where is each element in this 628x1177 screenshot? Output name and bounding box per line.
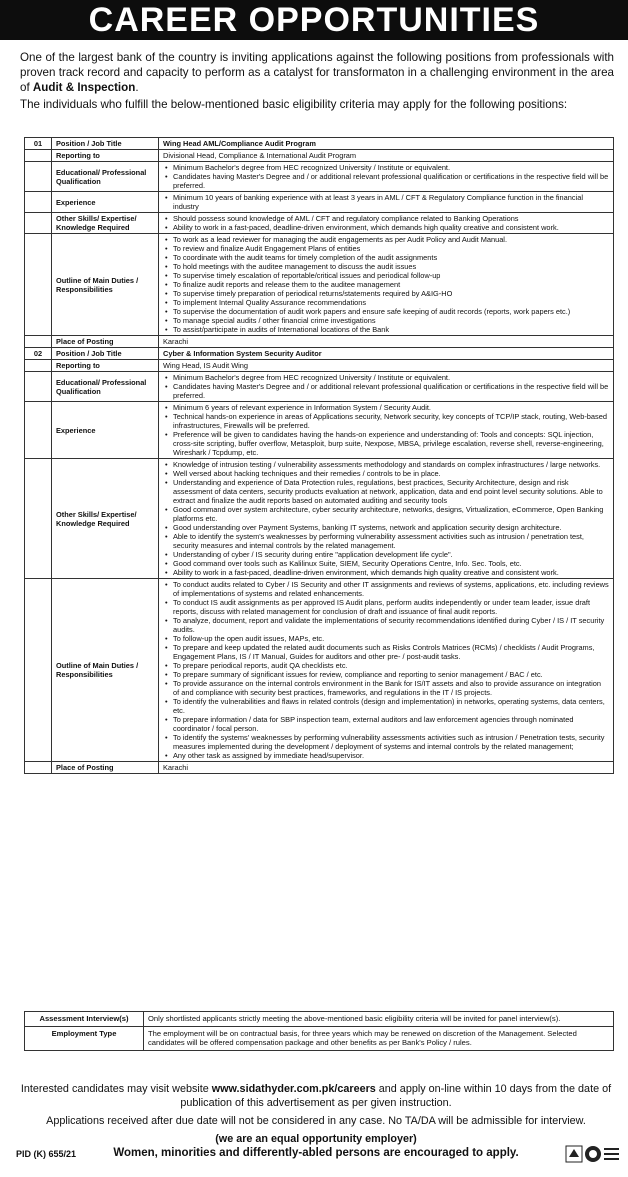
list-item: • To follow-up the open audit issues, MAPs, etc. <box>173 634 609 643</box>
list-item: • To conduct audits related to Cyber / IS Security and other IT assignments and reviews of systems, applications, etc. including reviews of implementations of systems and related enhancements. <box>173 580 609 598</box>
field-label-experience: Experience <box>52 192 159 213</box>
duties-list <box>163 235 609 334</box>
intro-paragraph-2: The individuals who fulfill the below-mentioned basic eligibility criteria may apply for the following positions: <box>20 98 568 111</box>
field-value-reporting: Divisional Head, Compliance & International Audit Program <box>159 150 614 162</box>
list-item: • Minimum 6 years of relevant experience in Information System / Security Audit. <box>173 403 609 412</box>
job-number <box>25 762 52 774</box>
job-number <box>25 234 52 336</box>
apply-instructions <box>16 1082 616 1110</box>
job-1-row-title <box>25 138 614 150</box>
list-item: • Candidates having Master's Degree and / or additional relevant professional qualification or certifications in the respective field will be preferred. <box>173 172 609 190</box>
intro-text <box>20 50 614 114</box>
field-value-skills <box>159 213 614 234</box>
pid-number: PID (K) 655/21 <box>16 1149 77 1159</box>
job-number <box>25 459 52 579</box>
list-item: • Candidates having Master's Degree and / or additional relevant professional qualification or certifications in the respective field will be preferred. <box>173 382 609 400</box>
field-label-posting: Place of Posting <box>52 336 159 348</box>
list-item: • To work as a lead reviewer for managing the audit engagements as per Audit Policy and Audit Manual. <box>173 235 609 244</box>
intro-line-1: One of the largest bank of the country is inviting applications against the following positions from professionals with proven track record and capacity to perform as a catalyst for transformaton in a challenging environment in the area of <box>20 51 614 94</box>
job-number <box>25 402 52 459</box>
skills-list <box>163 214 609 232</box>
list-item: • Minimum Bachelor's degree from HEC recognized University / Institute or equivalent. <box>173 163 609 172</box>
list-item: • To identify the systems' weaknesses by performing vulnerability assessments activities such as intrusion / Penetration tests, security measures implemented during the development / deployment of systems and internal controls by the related management; <box>173 733 609 751</box>
field-value-title: Wing Head AML/Compliance Audit Program <box>159 138 614 150</box>
field-label-education: Educational/ Professional Qualification <box>52 372 159 402</box>
field-value-duties <box>159 579 614 762</box>
encourage-note <box>16 1146 616 1160</box>
job-number: 02 <box>25 348 52 360</box>
equal-opportunity <box>16 1132 616 1146</box>
job-number: 01 <box>25 138 52 150</box>
duties-list <box>163 580 609 760</box>
field-label-experience: Experience <box>52 402 159 459</box>
job-number <box>25 579 52 762</box>
experience-list <box>163 193 609 211</box>
job-1-row-reporting <box>25 150 614 162</box>
field-label-position: Position / Job Title <box>52 348 159 360</box>
job-2-row-experience <box>25 402 614 459</box>
job-1-row-education <box>25 162 614 192</box>
list-item: • Ability to work in a fast-paced, deadline-driven environment, which demands high quality creative and consistent work. <box>173 223 609 232</box>
list-item: • To hold meetings with the auditee management to discuss the audit issues <box>173 262 609 271</box>
job-2-row-education <box>25 372 614 402</box>
job-1-row-posting <box>25 336 614 348</box>
jobs-table <box>24 137 614 774</box>
job-2-row-posting <box>25 762 614 774</box>
field-label-duties: Outline of Main Duties / Responsibilities <box>52 234 159 336</box>
job-number <box>25 360 52 372</box>
assessment-text: Only shortlisted applicants strictly meeting the above-mentioned basic eligibility criteria will be invited for panel interview(s). <box>144 1012 614 1027</box>
job-number <box>25 192 52 213</box>
list-item: • Able to identify the system's weaknesses by performing vulnerability assessment activities such as intrusion / penetration test, security measures and internal controls by the related management. <box>173 532 609 550</box>
job-number <box>25 213 52 234</box>
list-item: • Well versed about hacking techniques and their remedies / controls to be in place. <box>173 469 609 478</box>
visit-post: and apply on-line within 10 days from the date of publication of this advertisement as per given instruction. <box>180 1083 612 1109</box>
field-label-education: Educational/ Professional Qualification <box>52 162 159 192</box>
field-label-posting: Place of Posting <box>52 762 159 774</box>
field-value-title: Cyber & Information System Security Auditor <box>159 348 614 360</box>
intro-line-1-end: . <box>135 81 139 94</box>
skills-list <box>163 460 609 577</box>
visit-pre: Interested candidates may visit website <box>20 1083 209 1095</box>
field-label-reporting: Reporting to <box>52 150 159 162</box>
field-value-experience <box>159 402 614 459</box>
field-value-reporting: Wing Head, IS Audit Wing <box>159 360 614 372</box>
due-date-note: Applications received after due date will not be considered in any case. No TA/DA will be admissible for interview. <box>46 1115 586 1127</box>
field-label-duties: Outline of Main Duties / Responsibilities <box>52 579 159 762</box>
list-item: • To conduct IS audit assignments as per approved IS Audit plans, perform audits independently or under team leader, issue draft reports, discuss with related management for conclusion of draft and issuance of final audit reports. <box>173 598 609 616</box>
field-label-position: Position / Job Title <box>52 138 159 150</box>
website-link[interactable]: www.sidathyder.com.pk/careers <box>211 1083 376 1095</box>
encourage-text: Women, minorities and differently-abled persons are encouraged to apply. <box>113 1147 519 1159</box>
terms-table <box>24 1011 614 1051</box>
field-label-skills: Other Skills/ Expertise/ Knowledge Required <box>52 459 159 579</box>
field-value-posting: Karachi <box>159 336 614 348</box>
job-1-row-duties <box>25 234 614 336</box>
job-number <box>25 162 52 192</box>
list-item: • To finalize audit reports and release them to the auditee management <box>173 280 609 289</box>
page-title: CAREER OPPORTUNITIES <box>0 0 628 40</box>
job-2-row-skills <box>25 459 614 579</box>
list-item: • To analyze, document, report and validate the implementations of security recommendations identified during Cyber / IS / IT security audits. <box>173 616 609 634</box>
list-item: • To provide assurance on the internal controls environment in the Bank for IS/IT assets and also to provide assurance on integration of and compliance with security best practices, frameworks, and regulations in the IT / IS projects. <box>173 679 609 697</box>
intro-highlight: Audit & Inspection <box>32 81 136 94</box>
list-item: • Ability to work in a fast-paced, deadline-driven environment, which demands high quality creative and consistent work. <box>173 568 609 577</box>
field-value-experience <box>159 192 614 213</box>
footer <box>16 1082 616 1164</box>
list-item: • Minimum Bachelor's degree from HEC recognized University / Institute or equivalent. <box>173 373 609 382</box>
list-item: • Understanding and experience of Data Protection rules, regulations, best practices, Security Architecture, design and risk assessment of data centers, security products evaluation at network, application, data and end point level security solutions. Able to extract and finalize the audit reports based on automated auditing and security tools <box>173 478 609 505</box>
list-item: • Technical hands-on experience in areas of Applications security, Network security, key concepts of TCP/IP stack, routing, Web-based infrastructures, Firewalls will be preferred. <box>173 412 609 430</box>
list-item: • To prepare and keep updated the related audit documents such as Risks Controls Matrices (RCMs) / checklists / Audit Programs, Engagement Plans, IS / IT Manual, Guides for auditors and other pre- / post-audit tasks. <box>173 643 609 661</box>
field-value-skills <box>159 459 614 579</box>
field-value-education <box>159 162 614 192</box>
employment-label: Employment Type <box>25 1026 144 1050</box>
job-number <box>25 336 52 348</box>
list-item: • To prepare information / data for SBP inspection team, external auditors and law enforcement agencies through nominated coordinator / focal person. <box>173 715 609 733</box>
intro-paragraph-1 <box>20 50 614 95</box>
job-number <box>25 372 52 402</box>
list-item: • Knowledge of intrusion testing / vulnerability assessments methodology and standards on complex infrastructures / large networks. <box>173 460 609 469</box>
list-item: • Understanding of cyber / IS security during entire "application development life cycle". <box>173 550 609 559</box>
list-item: • Minimum 10 years of banking experience with at least 3 years in AML / CFT & Regulatory Compliance function in the financial industry <box>173 193 609 211</box>
list-item: • To implement Internal Quality Assurance recommendations <box>173 298 609 307</box>
job-1-row-experience <box>25 192 614 213</box>
education-list <box>163 163 609 190</box>
employment-row <box>25 1026 614 1050</box>
list-item: • To supervise timely preparation of periodical returns/statements required by A&IG-HO <box>173 289 609 298</box>
assessment-row <box>25 1012 614 1027</box>
list-item: • To coordinate with the audit teams for timely completion of the audit assignments <box>173 253 609 262</box>
field-label-skills: Other Skills/ Expertise/ Knowledge Required <box>52 213 159 234</box>
job-2-row-title <box>25 348 614 360</box>
list-item: • Preference will be given to candidates having the hands-on experience and understanding of: Tools and concepts: SQL injection, cross-site scripting, buffer overflow, Metasploit, burp suite, Nexpose, MBSA, privilege escalation, reverse shell, reverse-engineering, Wireshark / Tcpdump, etc. <box>173 430 609 457</box>
list-item: • To review and finalize Audit Engagement Plans of entities <box>173 244 609 253</box>
experience-list <box>163 403 609 457</box>
list-item: • To identify the vulnerabilities and flaws in related controls (design and implementation) in networks, operating systems, data centers, etc. <box>173 697 609 715</box>
list-item: • To assist/participate in audits of International locations of the Bank <box>173 325 609 334</box>
job-number <box>25 150 52 162</box>
education-list <box>163 373 609 400</box>
list-item: • To manage special audits / other financial crime investigations <box>173 316 609 325</box>
field-label-reporting: Reporting to <box>52 360 159 372</box>
list-item: • Good understanding over Payment Systems, banking IT systems, network and application security design architecture. <box>173 523 609 532</box>
list-item: • Should possess sound knowledge of AML / CFT and regulatory compliance related to Banking Operations <box>173 214 609 223</box>
list-item: • Any other task as assigned by immediate head/supervisor. <box>173 751 609 760</box>
logo-icon <box>565 1143 621 1165</box>
field-value-duties <box>159 234 614 336</box>
equal-opportunity-text: (we are an equal opportunity employer) <box>215 1133 417 1145</box>
list-item: • Good command over system architecture, cyber security architecture, networks, designs, Virtualization, eCommerce, Open Banking platforms etc. <box>173 505 609 523</box>
assessment-label: Assessment Interview(s) <box>25 1012 144 1027</box>
list-item: • To prepare summary of significant issues for review, compliance and reporting to senior management / BAC / etc. <box>173 670 609 679</box>
field-value-posting: Karachi <box>159 762 614 774</box>
field-value-education <box>159 372 614 402</box>
list-item: • To supervise the documentation of audit work papers and ensure safe keeping of audit records (reports, work papers etc.) <box>173 307 609 316</box>
employment-text: The employment will be on contractual basis, for three years which may be renewed on discretion of the Management. Selected candidates will be offered compensation package and other benefits as per Bank's Policy / rules. <box>144 1026 614 1050</box>
list-item: • To supervise timely escalation of reportable/critical issues and periodical follow-up <box>173 271 609 280</box>
job-1-row-skills <box>25 213 614 234</box>
list-item: • To prepare periodical reports, audit QA checklists etc. <box>173 661 609 670</box>
job-2-row-reporting <box>25 360 614 372</box>
list-item: • Good command over tools such as Kalilinux Suite, SIEM, Security Operations Centre, Info. Sec. Tools, etc. <box>173 559 609 568</box>
job-2-row-duties <box>25 579 614 762</box>
